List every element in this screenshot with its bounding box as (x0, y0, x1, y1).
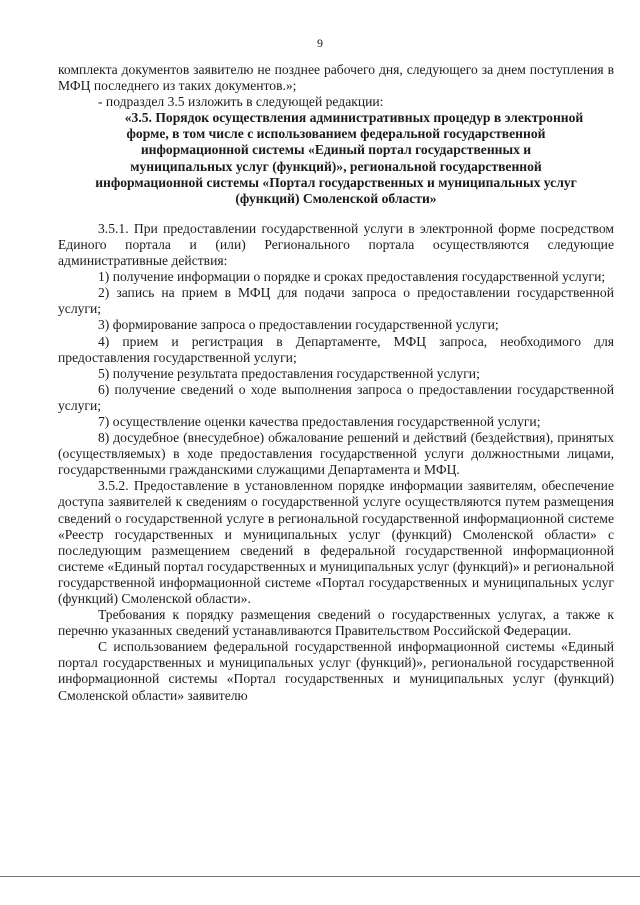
intro-paragraph: комплекта документов заявителю не позднее рабочего дня, следующего за днем поступления в МФЦ последнего из таких документов.»; (58, 62, 614, 94)
list-item: 1) получение информации о порядке и сроках предоставления государственной услуги; (98, 269, 606, 285)
requirements-paragraph: Требования к порядку размещения сведений о государственных услугах, а также к перечню указанных сведений устанавливаются Правительством Российской Федерации. (58, 607, 614, 639)
list-item: 5) получение результата предоставления государственной услуги; (98, 365, 480, 381)
section-title (58, 110, 614, 207)
clause-3-5-2: 3.5.2. Предоставление в установленном порядке информации заявителям, обеспечение доступа заявителей к сведениям о государственной услуге осуществляются путем размещения сведений о государственной услуге в региональной государственной информационной системе «Реестр государственных и муниципальных услуг (функций) Смоленской области» с последующим размещением сведений в федеральной государственной информационной системе «Единый портал государственных и муниципальных услуг (функций)» и региональной государственной информационной системе «Портал государственных и муниципальных услуг (функций) Смоленской области». (58, 478, 614, 606)
list-item: 8) досудебное (внесудебное) обжалование решений и действий (бездействия), принятых (осуществляемых) в ходе предоставления государственной услуги должностными лицами, государственными гражданскими служащими Департамента и МФЦ. (58, 430, 614, 478)
list-item: 2) запись на прием в МФЦ для подачи запроса о предоставлении государственной услуги; (58, 285, 614, 317)
list-item: 7) осуществление оценки качества предоставления государственной услуги; (98, 413, 541, 429)
page-number: 9 (317, 36, 323, 50)
section-title-line: информационной системы «Единый портал государственных и (140, 142, 532, 158)
list-item: 3) формирование запроса о предоставлении государственной услуги; (98, 317, 499, 333)
section-title-line: муниципальных услуг (функций)», региональной государственной (130, 158, 542, 174)
scan-edge-line (0, 876, 640, 877)
portal-usage-paragraph: С использованием федеральной государственной информационной системы «Единый портал государственных и муниципальных услуг (функций)», региональной государственной информационной системы «Портал государственных и муниципальных услуг (функций) Смоленской области» заявителю (58, 639, 614, 703)
section-title-line: форме, в том числе с использованием федеральной государственной (126, 126, 546, 142)
section-title-line: «3.5. Порядок осуществления административных процедур в электронной (124, 110, 584, 126)
amendment-instruction: - подраздел 3.5 изложить в следующей редакции: (98, 94, 384, 110)
list-item: 6) получение сведений о ходе выполнения запроса о предоставлении государственной услуги; (58, 381, 614, 413)
clause-3-5-1-lead: 3.5.1. При предоставлении государственной услуги в электронной форме посредством Единого портала и (или) Регионального портала осуществляются следующие административные действия: (58, 220, 614, 269)
list-item: 4) прием и регистрация в Департаменте, МФЦ запроса, необходимого для предоставления государственной услуги; (58, 333, 614, 365)
section-title-line: (функций) Смоленской области» (235, 190, 437, 206)
section-title-line: информационной системы «Портал государственных и муниципальных услуг (95, 174, 577, 190)
page-content (58, 62, 614, 704)
